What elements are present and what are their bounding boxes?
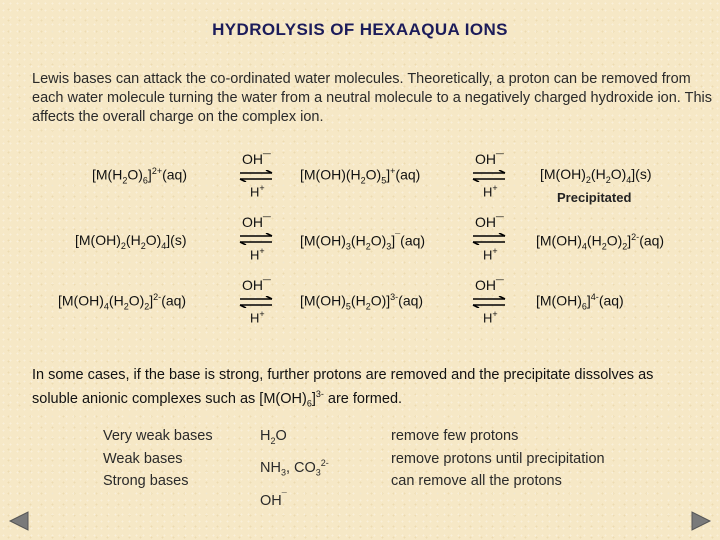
species-m-oh6: $[M(OH)_6]^{4-}(aq)$ bbox=[536, 292, 624, 312]
arrow-label-oh: OH¯ bbox=[242, 214, 271, 230]
equilibrium-arrow-icon bbox=[471, 170, 507, 182]
next-slide-icon[interactable] bbox=[690, 510, 712, 532]
arrow-label-oh: OH¯ bbox=[475, 214, 504, 230]
arrow-label-h: H+ bbox=[483, 309, 498, 326]
base-strength-weak: Weak bases bbox=[103, 450, 183, 467]
arrow-label-oh: OH¯ bbox=[475, 277, 504, 293]
arrow-label-oh: OH¯ bbox=[475, 151, 504, 167]
base-effect-column bbox=[391, 425, 605, 493]
arrow-label-h: H+ bbox=[483, 246, 498, 263]
species-m-oh5-h2o: $[M(OH)_5(H_2O)]^{3-}(aq)$ bbox=[300, 292, 424, 312]
equilibrium-arrow-icon bbox=[238, 233, 274, 245]
species-m-oh4-h2o2-row3: $[M(OH)_4(H_2O)_2]^{2-}(aq)$ bbox=[58, 292, 187, 312]
equilibrium-arrow-icon bbox=[238, 296, 274, 308]
species-m-oh2-h2o4-solid-row2: $[M(OH)_2(H_2O)_4](s)$ bbox=[75, 232, 187, 251]
base-example-ammonia-carbonate: $NH_3$, $CO_3^{2-}$ bbox=[260, 458, 329, 479]
arrow-label-oh: OH¯ bbox=[242, 277, 271, 293]
previous-slide-icon[interactable] bbox=[8, 510, 30, 532]
species-m-oh-h2o5: $[M(OH)(H_2O)_5]^+(aq)$ bbox=[300, 166, 421, 186]
base-example-column bbox=[260, 425, 329, 512]
species-hexaaqua: $[M(H_2O)_6]^{2+}(aq)$ bbox=[92, 166, 187, 186]
base-effect-weak: remove protons until precipitation bbox=[391, 450, 605, 467]
base-example-water: $H_2O$ bbox=[260, 428, 287, 446]
arrow-label-h: H+ bbox=[250, 183, 265, 200]
arrow-label-h: H+ bbox=[483, 183, 498, 200]
precipitated-label: Precipitated bbox=[557, 190, 632, 205]
species-m-oh2-h2o4-solid: $[M(OH)_2(H_2O)_4](s)$ bbox=[540, 166, 652, 185]
base-example-hydroxide: OH¯ bbox=[260, 490, 287, 509]
arrow-label-h: H+ bbox=[250, 246, 265, 263]
species-m-oh3-h2o3: $[M(OH)_3(H_2O)_3]^¯(aq)$ bbox=[300, 232, 426, 252]
base-effect-strong: can remove all the protons bbox=[391, 473, 562, 489]
equilibrium-arrow-icon bbox=[238, 170, 274, 182]
base-strength-strong: Strong bases bbox=[103, 473, 189, 489]
arrow-label-h: H+ bbox=[250, 309, 265, 326]
arrow-label-oh: OH¯ bbox=[242, 151, 271, 167]
equilibrium-arrow-icon bbox=[471, 296, 507, 308]
strong-base-note: In some cases, if the base is strong, further protons are removed and the precipitate dissolves as soluble anionic complexes such as $[M(OH)_6]^{3-}$ are formed. bbox=[32, 367, 654, 409]
intro-paragraph: Lewis bases can attack the co-ordinated water molecules. Theoretically, a proton can be removed from each water molecule turning the water from a neutral molecule to a negatively charged hydroxide ion. This affects the overall charge on the complex ion. bbox=[32, 71, 712, 125]
equilibrium-arrow-icon bbox=[471, 233, 507, 245]
base-strength-column bbox=[103, 425, 213, 493]
page-title: HYDROLYSIS OF HEXAAQUA IONS bbox=[212, 20, 508, 39]
base-effect-very-weak: remove few protons bbox=[391, 428, 519, 444]
species-m-oh4-h2o2: $[M(OH)_4(H_2O)_2]^{2-}(aq)$ bbox=[536, 232, 665, 252]
base-strength-very-weak: Very weak bases bbox=[103, 428, 213, 444]
